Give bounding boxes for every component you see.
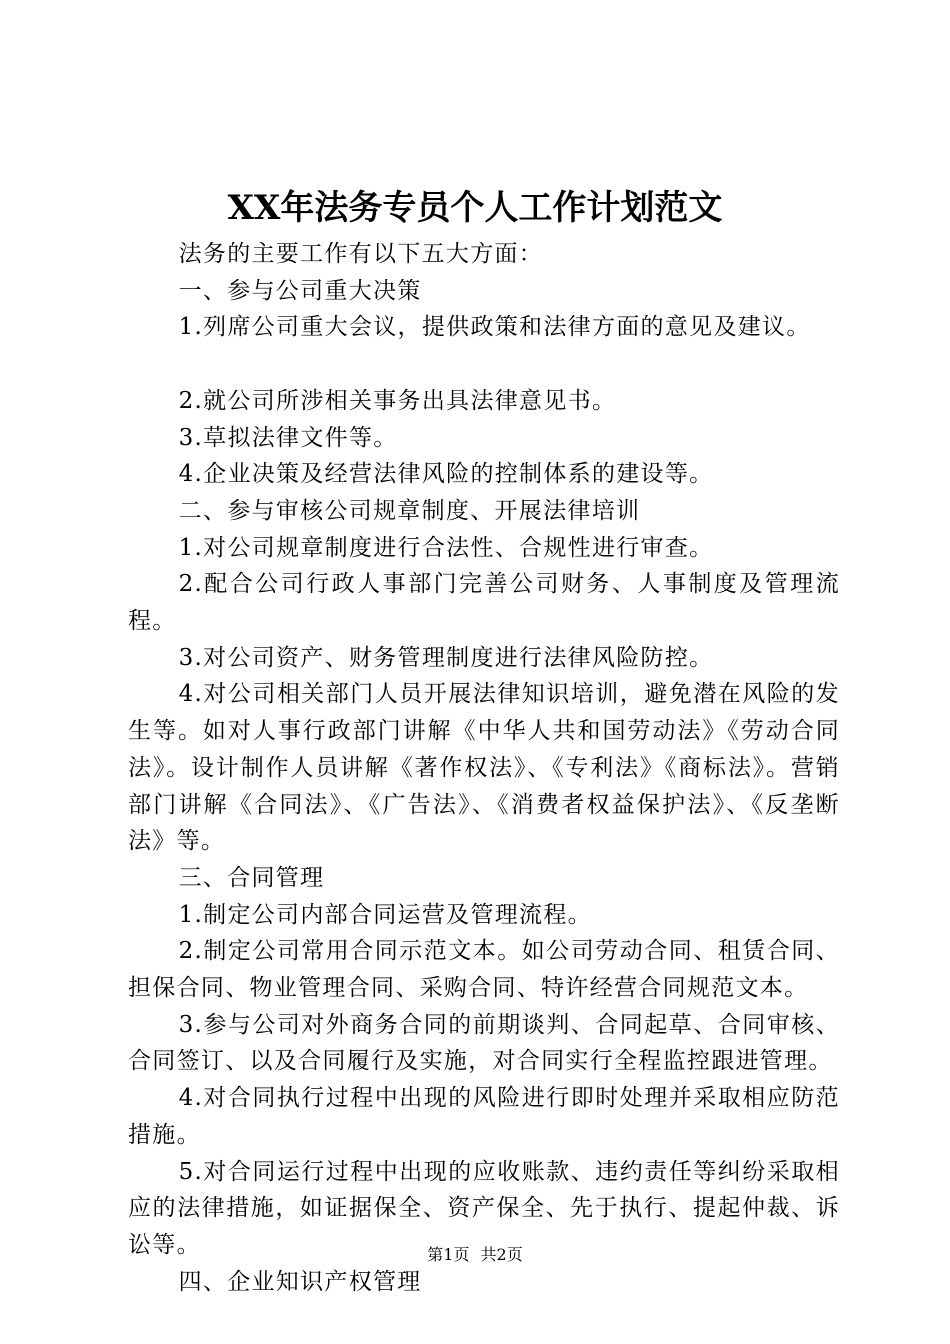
document-body bbox=[128, 236, 840, 1300]
page-number: 第1页 bbox=[427, 1245, 470, 1264]
paragraph: 4.对合同执行过程中出现的风险进行即时处理并采取相应防范措施。 bbox=[128, 1085, 840, 1148]
paragraph: 1.列席公司重大会议，提供政策和法律方面的意见及建议。 bbox=[178, 314, 811, 341]
paragraph: 4.企业决策及经营法律风险的控制体系的建设等。 bbox=[178, 461, 714, 488]
section-heading-3: 三、合同管理 bbox=[178, 864, 325, 891]
blank-line bbox=[128, 346, 840, 383]
paragraph: 3.参与公司对外商务合同的前期谈判、合同起草、合同审核、合同签订、以及合同履行及实施，对合同实行全程监控跟进管理。 bbox=[128, 1011, 840, 1075]
paragraph: 5.对合同运行过程中出现的应收账款、违约责任等纠纷采取相应的法律措施，如证据保全、资产保全、先于执行、提起仲裁、诉讼等。 bbox=[128, 1158, 840, 1258]
paragraph-intro: 法务的主要工作有以下五大方面： bbox=[178, 241, 544, 267]
paragraph: 3.对公司资产、财务管理制度进行法律风险防控。 bbox=[178, 644, 714, 671]
paragraph: 1.制定公司内部合同运营及管理流程。 bbox=[178, 901, 592, 928]
section-heading-4: 四、企业知识产权管理 bbox=[178, 1268, 422, 1295]
section-heading-2: 二、参与审核公司规章制度、开展法律培训 bbox=[178, 497, 641, 524]
document-title: XX年法务专员个人工作计划范文 bbox=[227, 188, 723, 228]
paragraph: 2.制定公司常用合同示范文本。如公司劳动合同、租赁合同、担保合同、物业管理合同、采购合同、特许经营合同规范文本。 bbox=[128, 938, 840, 1002]
paragraph: 2.配合公司行政人事部门完善公司财务、人事制度及管理流程。 bbox=[128, 571, 840, 635]
section-heading-1: 一、参与公司重大决策 bbox=[178, 277, 422, 304]
paragraph: 3.草拟法律文件等。 bbox=[178, 424, 398, 451]
page-footer bbox=[0, 1243, 950, 1267]
paragraph: 1.对公司规章制度进行合法性、合规性进行审查。 bbox=[178, 534, 714, 561]
page-total: 共2页 bbox=[480, 1245, 523, 1264]
paragraph: 2.就公司所涉相关事务出具法律意见书。 bbox=[178, 387, 617, 414]
paragraph: 4.对公司相关部门人员开展法律知识培训，避免潜在风险的发生等。如对人事行政部门讲解《中华人共和国劳动法》《劳动合同法》。设计制作人员讲解《著作权法》、《专利法》《商标法》。营销部门讲解《合同法》、《广告法》、《消费者权益保护法》、《反垄断法》等。 bbox=[128, 681, 840, 855]
